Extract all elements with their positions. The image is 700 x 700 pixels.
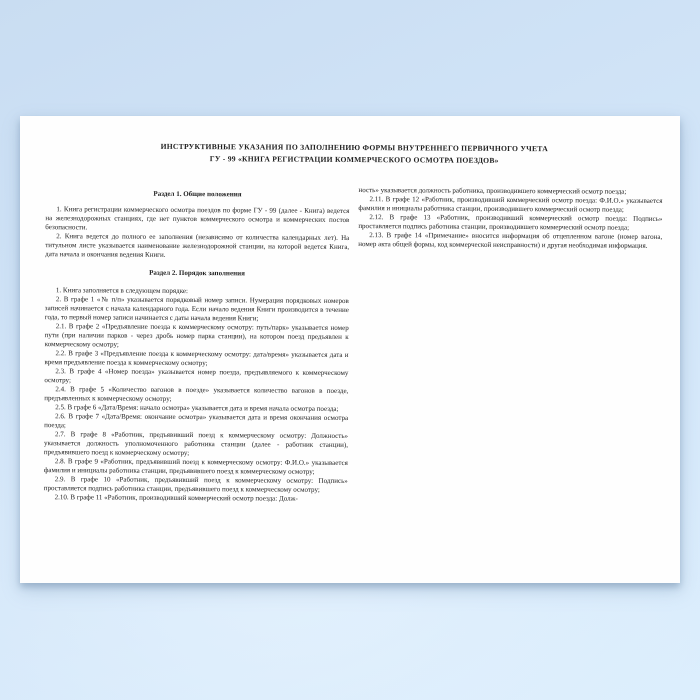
document-title bbox=[46, 140, 663, 168]
paragraph: 2. В графе 1 «№ п/п» указывается порядковый номер записи. Нумерация порядковых номеров записей начинается с начала календарного года. Если начало ведения Книги производится в течение года, то первый номер записи начинается с даты начала ведения Книги; bbox=[44, 295, 349, 323]
paragraph: 2.12. В графе 13 «Работник, производивший коммерческий осмотр поезда: Подпись» проставляется подпись работника станции, производившего коммерческий осмотр поезда; bbox=[358, 213, 663, 232]
right-column bbox=[356, 186, 662, 564]
section-2-heading: Раздел 2. Порядок заполнения bbox=[149, 268, 245, 278]
paragraph: 2.11. В графе 12 «Работник, производивший коммерческий осмотр поезда: Ф.И.О.» указывается фамилия и инициалы работника станции, производившего коммерческий осмотр поезда; bbox=[358, 195, 663, 214]
section-2-paragraphs-continued bbox=[358, 186, 662, 251]
paragraph: 2.6. В графе 7 «Дата/Время: окончание осмотра» указывается дата и время окончания осмотра поезда; bbox=[44, 412, 349, 430]
paragraph: 1. Книга регистрации коммерческого осмотра поездов по форме ГУ - 99 (далее - Книга) ведется на железнодорожных станциях, где нет пунктов коммерческого осмотра и коммерческих постов безопасности. bbox=[45, 205, 350, 232]
document-title-line2: ГУ - 99 «КНИГА РЕГИСТРАЦИИ КОММЕРЧЕСКОГО ОСМОТРА ПОЕЗДОВ» bbox=[209, 154, 499, 165]
paragraph: 2.13. В графе 14 «Примечание» вносится информация об отцепленном вагоне (номер вагона, номер акта общей формы, код коммерческой неисправности) и другая необходимая информация. bbox=[358, 231, 663, 250]
document-page bbox=[20, 116, 680, 583]
paragraph: 2.1. В графе 2 «Предъявление поезда к коммерческому осмотру: путь/парк» указывается номер пути (при наличии парков - через дробь номер парка станции), на котором поезд предъявлен к коммерческому осмотру; bbox=[44, 322, 349, 349]
paragraph: 2.8. В графе 9 «Работник, предъявивший поезд к коммерческому осмотру: Ф.И.О.» указывается фамилия и инициалы работника станции, предъявившего поезд к коммерческому осмотру; bbox=[43, 457, 348, 476]
paragraph: 2.4. В графе 5 «Количество вагонов в поезде» указывается количество вагонов в поезде, предъявленных к коммерческому осмотру; bbox=[44, 385, 349, 403]
paragraph: 1. Книга заполняется в следующем порядке: bbox=[55, 286, 189, 296]
section-2-paragraphs-left bbox=[44, 286, 349, 504]
paragraph: 2.9. В графе 10 «Работник, предъявивший поезд к коммерческому осмотру: Подпись» проставляется подпись работника станции, предъявившего поезд к коммерческому осмотру; bbox=[43, 475, 348, 494]
paragraph: 2.10. В графе 11 «Работник, производивший коммерческий осмотр поезда: Долж- bbox=[54, 493, 298, 503]
document-content bbox=[17, 114, 680, 585]
document-title-line1: ИНСТРУКТИВНЫЕ УКАЗАНИЯ ПО ЗАПОЛНЕНИЮ ФОРМЫ ВНУТРЕННЕГО ПЕРВИЧНОГО УЧЕТА bbox=[160, 141, 549, 154]
section-1-paragraphs bbox=[45, 205, 349, 261]
paragraph: 2.2. В графе 3 «Предъявление поезда к коммерческому осмотру: дата/время» указывается дата и время предъявление поезда к коммерческому осмотру; bbox=[44, 349, 349, 368]
section-1-heading: Раздел 1. Общие положения bbox=[153, 189, 242, 199]
two-column-layout bbox=[43, 184, 662, 564]
left-column bbox=[43, 184, 349, 562]
paragraph: 2.3. В графе 4 «Номер поезда» указывается номер поезда, предъявляемого к коммерческому осмотру; bbox=[44, 367, 349, 385]
paragraph: ность» указывается должность работника, производившего коммерческий осмотр поезда; bbox=[358, 186, 627, 196]
paragraph: 2.5. В графе 6 «Дата/Время: начало осмотра» указывается дата и время начала осмотра поезда; bbox=[55, 403, 339, 413]
paragraph: 2.7. В графе 8 «Работник, предъявивший поезд к коммерческому осмотру: Должность» указывается должность уполномоченного работника станции (далее - работник станции), предъявившего поезд к коммерческому осмотру; bbox=[43, 430, 349, 458]
paragraph: 2. Книга ведется до полного ее заполнения (независимо от количества календарных лет). На титульном листе указывается наименование железнодорожной станции, на которой ведется Книга, дата начала и окончания ведения Книги. bbox=[45, 232, 350, 259]
